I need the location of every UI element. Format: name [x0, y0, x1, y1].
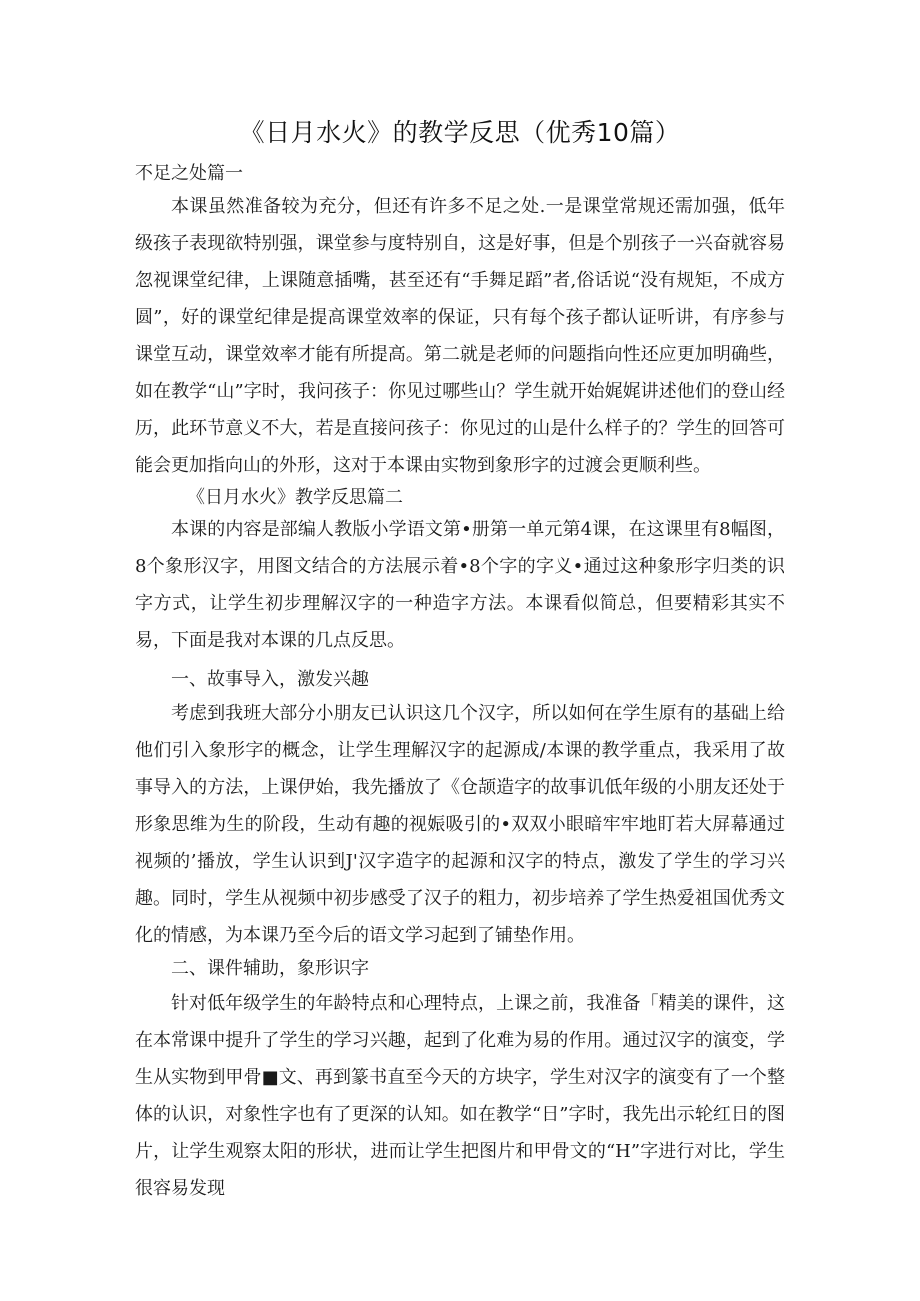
heading-courseware: 二、课件辅助，象形识字: [171, 958, 369, 979]
heading-story-intro: 一、故事导入，激发兴趣: [171, 669, 369, 690]
paragraph-course-intro: 本课的内容是部编人教版小学语文第•册第一单元第4课，在这课里有8幅图，8个象形汉字，用图文结合的方法展示着•8个字的字义•通过这种象形字归类的识字方式，让学生初步理解汉字的一种造字方法。本课看似简总，但要精彩其实不易，下面是我对本课的几点反思。: [135, 519, 785, 651]
paragraph-courseware: 针对低年级学生的年龄特点和心理特点，上课之前，我准备「精美的课件，这在本常课中提升了学生的学习兴趣，起到了化难为易的作用。通过汉字的演变，学生从实物到甲骨■文、再到篆书直至今天的方块字，学生对汉字的演变有了一个整体的认识，对象性字也有了更深的认知。如在教学“日”字时，我先出示轮红日的图片，让学生观察太阳的形状，进而让学生把图片和甲骨文的“H”字进行对比，学生很容易发现: [135, 993, 785, 1199]
paragraph-story-intro: 考虑到我班大部分小朋友已认识这几个汉字，所以如何在学生原有的基础上给他们引入象形字的概念，让学生理解汉字的起源成/本课的教学重点，我采用了故事导入的方法，上课伊始，我先播放了《仓颉造字的故事讥低年级的小朋友还处于形象思维为生的阶段，生动有趣的视娠吸引的•双双小眼暗牢牢地盯若大屏幕通过视频的’播放，学生认识到J'汉字造字的起源和汉字的特点，激发了学生的学习兴趣。同时，学生从视频中初步感受了汉子的粗力，初步培养了学生热爱祖国优秀文化的情感，为本课乃至今后的语文学习起到了铺垫作用。: [135, 703, 785, 946]
paragraph-shortcomings: 本课虽然准备较为充分，但还有许多不足之处.一是课堂常规还需加强，低年级孩子表现欲特别强，课堂参与度特别自，这是好事，但是个别孩子一兴奋就容易忽视课堂纪律，上课随意插嘴，甚至还有“手舞足蹈”者,俗话说“没有规矩，不成方圆”，好的课堂纪律是提高课堂效率的保证，只有每个孩子都认证听讲，有序参与课堂互动，课堂效率才能有所提高。第二就是老师的问题指向性还应更加明确些，如在教学“山”字时，我问孩子：你见过哪些山？学生就开始娓娓讲述他们的登山经历，此环节意义不大，若是直接问孩子：你见过的山是什么样子的？学生的回答可能会更加指向山的外形，这对于本课由实物到象形字的过渡会更顺利些。: [135, 196, 785, 476]
document-title: 《日月水火》的教学反思（优秀10篇）: [239, 118, 681, 147]
section-label-part2: 《日月水火》教学反思篇二: [187, 487, 403, 508]
section-label-part1: 不足之处篇一: [135, 163, 243, 184]
